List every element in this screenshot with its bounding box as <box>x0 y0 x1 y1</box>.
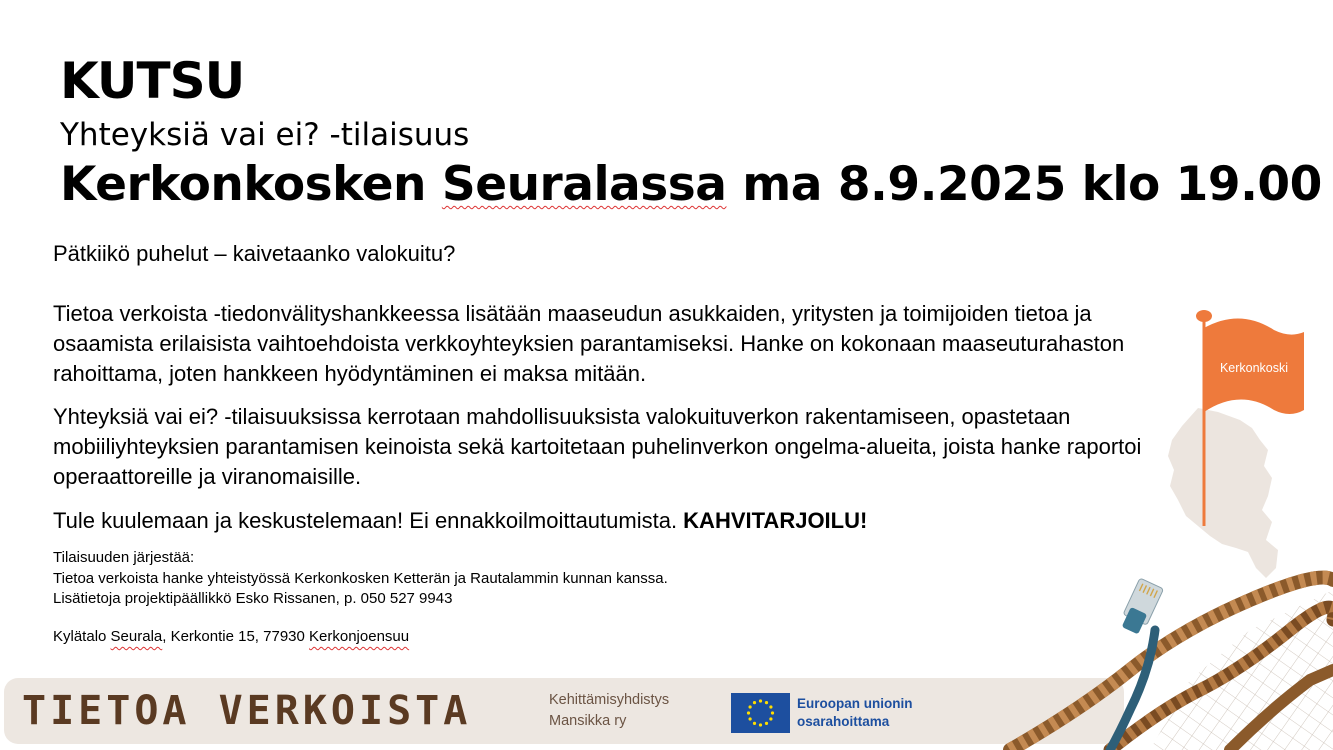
eu-funding-line1: Euroopan unionin <box>797 696 913 711</box>
address-street: , Kerkontie 15, 77930 <box>162 628 310 645</box>
invitation-kicker: KUTSU <box>60 52 245 110</box>
venue-date-heading <box>60 157 1322 212</box>
event-subtitle: Yhteyksiä vai ei? -tilaisuus <box>60 117 470 153</box>
event-description: Yhteyksiä vai ei? -tilaisuuksissa kerrotaan mahdollisuuksista valokuituverkon rakentamiseen, opastetaan mobiiliyhteyksien parantamisen keinoista sekä kartoitetaan puhelinverkon ongelma-alueita, joista hanke raportoi operaattoreille ja viranomaisille. <box>53 404 1142 489</box>
contact-info: Lisätietoja projektipäällikkö Esko Rissanen, p. 050 527 9943 <box>53 590 453 607</box>
call-to-action <box>53 506 1173 536</box>
organizer-heading: Tilaisuuden järjestää: <box>53 549 195 566</box>
organization-name-line2: Mansikka ry <box>549 713 627 729</box>
eu-funding-label <box>797 695 912 731</box>
municipality-map-illustration <box>1140 300 1320 590</box>
organization-name <box>549 690 669 732</box>
project-description: Tietoa verkoista -tiedonvälityshankkeessa lisätään maaseudun asukkaiden, yritysten ja toimijoiden tietoa ja osaamista erilaisista vaihtoehdoista verkkoyhteyksien parantamiseksi. Hanke on kokonaan maaseuturahaston rahoittama, joten hankkeen hyödyntäminen ei maksa mitään. <box>53 301 1125 386</box>
project-logo-text: TIETOA VERKOISTA <box>22 688 472 734</box>
lead-question: Pätkiikö puhelut – kaivetaanko valokuitu? <box>53 241 456 266</box>
flag-label: Kerkonkoski <box>1219 361 1289 375</box>
organizer-partners: Tietoa verkoista hanke yhteistyössä Kerkonkosken Ketterän ja Rautalammin kunnan kanssa. <box>53 569 668 587</box>
flag-pole-top <box>1196 310 1212 322</box>
municipality-map-shape <box>1168 408 1278 578</box>
organizer-info <box>53 548 668 610</box>
address-place: Seurala <box>110 628 163 645</box>
eu-flag-icon <box>731 693 790 733</box>
venue-pre: Kerkonkosken <box>60 157 442 212</box>
venue-place: Seuralassa <box>441 157 727 212</box>
address-prefix: Kylätalo <box>53 628 111 645</box>
rope-and-cable-illustration <box>990 560 1333 750</box>
organization-name-line1: Kehittämisyhdistys <box>549 692 670 708</box>
call-to-action-text: Tule kuulemaan ja keskustelemaan! Ei ennakkoilmoittautumista. <box>53 508 684 533</box>
eu-funding-line2: osarahoittama <box>797 714 890 729</box>
venue-date-time: ma 8.9.2025 klo 19.00 <box>726 157 1322 212</box>
coffee-note: KAHVITARJOILU! <box>683 508 868 533</box>
venue-address <box>53 628 409 645</box>
address-town: Kerkonjoensuu <box>309 628 410 645</box>
